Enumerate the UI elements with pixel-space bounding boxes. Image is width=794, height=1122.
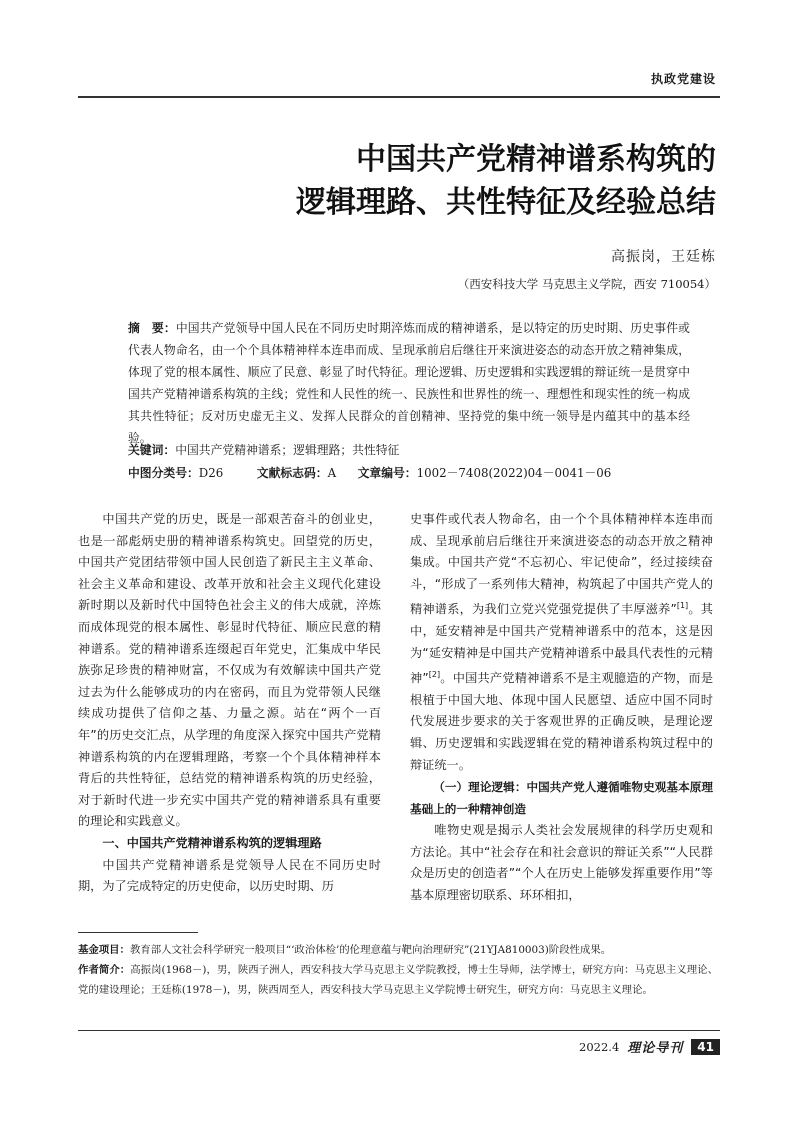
title-line-1: 中国共产党精神谱系构筑的 xyxy=(356,142,716,177)
abstract-label: 摘 要： xyxy=(128,321,176,335)
author-bio-label: 作者简介： xyxy=(78,964,131,976)
section-heading: 一、中国共产党精神谱系构筑的逻辑理路 xyxy=(102,835,322,850)
keywords-label: 关键词： xyxy=(128,443,176,457)
clc-value: D26 xyxy=(198,466,224,480)
author-names: 高振岗，王廷栋 xyxy=(611,249,716,265)
footnote-divider xyxy=(78,932,198,933)
body-paragraph-continued xyxy=(410,509,713,776)
keywords-text: 中国共产党精神谱系；逻辑理路；共性特征 xyxy=(175,443,400,457)
body-column-right xyxy=(410,509,713,907)
footnotes xyxy=(78,940,718,1000)
body-paragraph: 中国共产党的历史，既是一部艰苦奋斗的创业史，也是一部彪炳史册的精神谱系构筑史。回望党的历史，中国共产党团结带领中国人民创造了新民主主义革命、社会主义革命和建设、改革开放和社会主义现代化建设新时期以及新时代中国特色社会主义的伟大成就，淬炼而成体现党的根本属性、彰显时代特征、顺应民意的精神谱系。党的精神谱系连缀起百年党史，汇集成中华民族弥足珍贵的精神财富，不仅成为有效解读中国共产党过去为什么能够成功的内在密码，而且为党带领人民继续成功提供了信仰之基、力量之源。站在“两个一百年”的历史交汇点，从学理的角度深入探究中国共产党精神谱系构筑的内在逻辑理路，考察一个个具体精神样本背后的共性特征，总结党的精神谱系构筑的历史经验，对于新时代进一步充实中国共产党的精神谱系具有重要的理论和实践意义。 xyxy=(78,512,381,829)
header-divider xyxy=(78,96,720,98)
page-number: 41 xyxy=(691,1039,720,1055)
abstract xyxy=(128,317,690,449)
subsection-heading: （一）理论逻辑：中国共产党人遵循唯物史观基本原理基础上的一种精神创造 xyxy=(410,780,713,817)
journal-name: 理论导刊 xyxy=(627,1041,684,1056)
body-text: 。其中，延安精神是中国共产党精神谱系中的范本，这是因为“延安精神是中国共产党精神谱系中最具代表性的元精神” xyxy=(410,602,713,686)
fund-text: 教育部人文社会科学研究一般项目“‘政治体检’的伦理意蕴与靶向治理研究”(21YJA810003)阶段性成果。 xyxy=(129,944,612,956)
footer-divider xyxy=(78,1030,720,1031)
abstract-text: 中国共产党领导中国人民在不同历史时期淬炼而成的精神谱系，是以特定的历史时期、历史事件或代表人物命名，由一个个具体精神样本连串而成、呈现承前启后继往开来演进姿态的动态开放之精神集成，体现了党的根本属性、顺应了民意、彰显了时代特征。理论逻辑、历史逻辑和实践逻辑的辩证统一是贯穿中国共产党精神谱系构筑的主线；党性和人民性的统一、民族性和世界性的统一、理想性和现实性的统一构成其共性特征；反对历史虚无主义、发挥人民群众的首创精神、坚持党的集中统一领导是内蕴其中的基本经验。 xyxy=(128,321,690,445)
doc-code-label: 文献标志码： xyxy=(256,466,328,480)
title-line-2: 逻辑理路、共性特征及经验总结 xyxy=(296,185,716,220)
article-no-value: 1002－7408(2022)04－0041－06 xyxy=(416,466,612,480)
fund-note xyxy=(78,940,718,960)
section-header: 执政党建设 xyxy=(650,72,716,86)
article-no-label: 文章编号： xyxy=(357,466,417,480)
body-paragraph: 中国共产党精神谱系是党领导人民在不同历史时期，为了完成特定的历史使命，以历史时期、历 xyxy=(78,857,381,894)
clc-label: 中图分类号： xyxy=(128,466,199,480)
author-note xyxy=(78,960,718,1000)
body-paragraph: 唯物史观是揭示人类社会发展规律的科学历史观和方法论。其中“社会存在和社会意识的辩证关系”“人民群众是历史的创造者”“个人在历史上能够发挥重要作用”等基本原理密切联系、环环相扣， xyxy=(410,823,713,903)
citation-ref: [2] xyxy=(428,670,441,680)
fund-label: 基金项目： xyxy=(78,944,130,956)
page-footer xyxy=(579,1037,720,1056)
doc-code-value: A xyxy=(327,466,337,480)
author-affiliation: （西安科技大学 马克思主义学院，西安 710054） xyxy=(457,277,716,291)
citation-ref: [1] xyxy=(676,601,689,611)
author-bio-text: 高振岗(1968－)，男，陕西子洲人，西安科技大学马克思主义学院教授，博士生导师，法学博士，研究方向：马克思主义理论、党的建设理论；王廷栋(1978－)，男，陕西周至人，西安科技大学马克思主义学院博士研究生，研究方向：马克思主义理论。 xyxy=(78,964,719,996)
body-text: 史事件或代表人物命名，由一个个具体精神样本连串而成、呈现承前启后继往开来演进姿态的动态开放之精神集成。中国共产党“不忘初心、牢记使命”，经过接续奋斗，“形成了一系列伟大精神，构筑起了中国共产党人的精神谱系，为我们立党兴党强党提供了丰厚滋养” xyxy=(410,512,713,617)
keywords xyxy=(128,441,399,458)
article-title xyxy=(296,138,716,224)
classification-line xyxy=(128,464,611,481)
body-column-left xyxy=(78,509,381,898)
body-text: 。中国共产党精神谱系不是主观臆造的产物，而是根植于中国大地、体现中国人民愿望、适应中国不同时代发展进步要求的关于客观世界的正确反映，是理论逻辑、历史逻辑和实践逻辑在党的精神谱系构筑过程中的辩证统一。 xyxy=(410,671,714,772)
issue-number: 2022.4 xyxy=(579,1039,620,1054)
